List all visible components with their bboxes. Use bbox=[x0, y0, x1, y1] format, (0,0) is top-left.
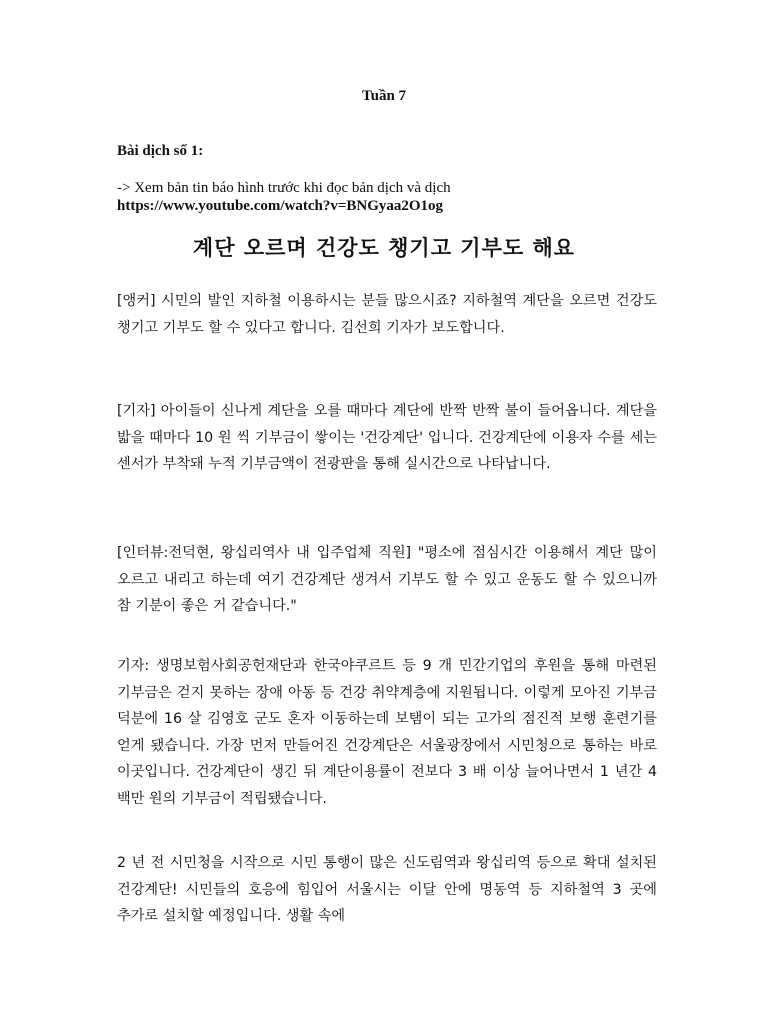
paragraph-reporter: [기자] 아이들이 신나게 계단을 오를 때마다 계단에 반짝 반짝 불이 들어옵니다. 계단을 밟을 때마다 10 원 씩 기부금이 쌓이는 '건강계단' 입니다. 건강계단에 이용자 수를 세는 센서가 부착돼 누적 기부금액이 전광판을 통해 실시간으로 나타납니다. bbox=[117, 403, 657, 472]
lesson-label: Bài dịch số 1: bbox=[117, 143, 204, 159]
paragraph-anchor: [앵커] 시민의 발인 지하철 이용하시는 분들 많으시죠? 지하철역 계단을 오르면 건강도 챙기고 기부도 할 수 있다고 합니다. 김선희 기자가 보도합니다. bbox=[117, 293, 657, 336]
instruction-text: -> Xem bản tin báo hình trước khi đọc bản dịch và dịch bbox=[117, 180, 451, 196]
paragraph-interview: [인터뷰:전덕현, 왕십리역사 내 입주업체 직원] "평소에 점심시간 이용해서 계단 많이 오르고 내리고 하는데 여기 건강계단 생겨서 기부도 할 수 있고 운동도 할 수 있으니까 참 기분이 좋은 거 같습니다." bbox=[117, 545, 657, 614]
article-headline: 계단 오르며 건강도 챙기고 기부도 해요 bbox=[192, 236, 576, 260]
paragraph-reporter-2: 기자: 생명보험사회공헌재단과 한국야쿠르트 등 9 개 민간기업의 후원을 통해 마련된 기부금은 걷지 못하는 장애 아동 등 건강 취약계층에 지원됩니다. 이렇게 모아진 기부금 덕분에 16 살 김영호 군도 혼자 이동하는데 보탬이 되는 고가의 점진적 보행 훈련기를 얻게 됐습니다. 가장 먼저 만들어진 건강계단은 서울광장에서 시민청으로 통하는 바로 이곳입니다. 건강계단이 생긴 뒤 계단이용률이 전보다 3 배 이상 늘어나면서 1 년간 4 백만 원의 기부금이 적립됐습니다. bbox=[117, 658, 657, 807]
week-title: Tuần 7 bbox=[361, 88, 407, 104]
video-link[interactable]: https://www.youtube.com/watch?v=BNGyaa2O1og bbox=[117, 198, 444, 214]
paragraph-continuation: 2 년 전 시민청을 시작으로 시민 통행이 많은 신도림역과 왕십리역 등으로 확대 설치된 건강계단! 시민들의 호응에 힘입어 서울시는 이달 안에 명동역 등 지하철역 3 곳에 추가로 설치할 예정입니다. 생활 속에 bbox=[117, 855, 657, 924]
